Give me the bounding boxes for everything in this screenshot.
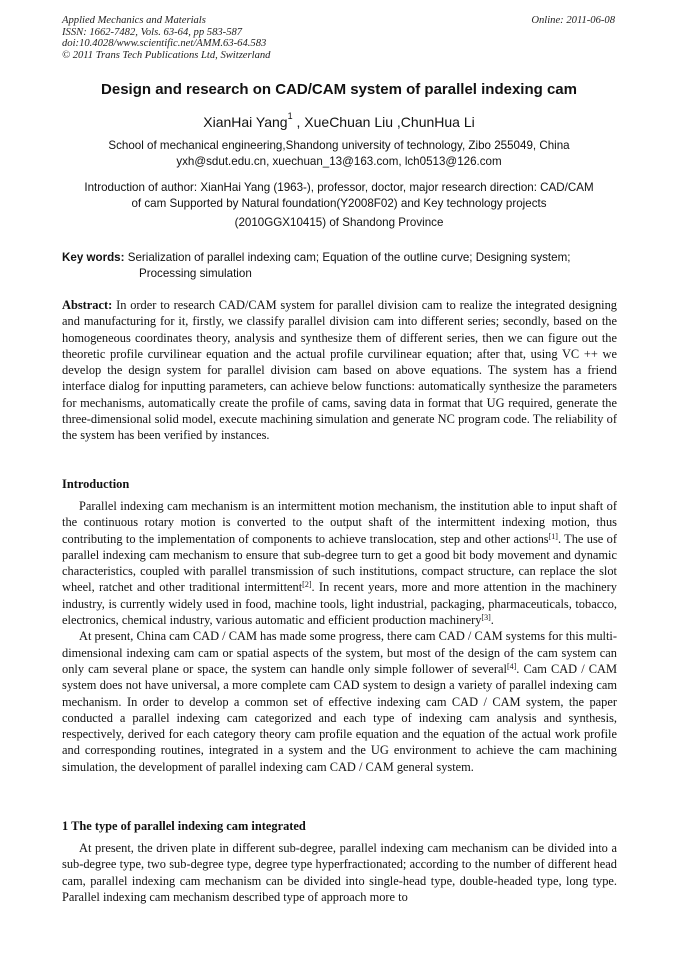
copyright-line: © 2011 Trans Tech Publications Ltd, Switzerland	[62, 49, 271, 61]
intro-paragraph-2: At present, China cam CAD / CAM has made some progress, there cam CAD / CAM systems for this multi-dimensional indexing cam cam or spatial aspects of the system, but most of the design of the cam system can only cam several plane or space, the system can handle only simple follower of several[4]. Cam CAD / CAM system does not have universal, a more complete cam CAD system to design a variety of parallel indexing cam mechanism. In order to develop a common set of effective indexing cam CAD / CAM system, the paper conducted a parallel indexing cam categorized and each type of indexing cam analysis and synthesis, respectively, derived for each category theory cam profile equation and the equation of the actual work profile and corresponding routines, integrated in a system and the UG environment to achieve the cam machining simulation, the development of parallel indexing cam CAD / CAM general system.	[62, 629, 617, 774]
other-authors: , XueChuan Liu ,ChunHua Li	[292, 114, 475, 130]
keywords-line-2: Processing simulation	[139, 267, 252, 280]
citation-4: [4]	[506, 661, 517, 671]
keywords-label: Key words:	[62, 251, 125, 264]
introduction-body	[62, 498, 617, 775]
intro-paragraph-1: Parallel indexing cam mechanism is an intermittent motion mechanism, the institution able to input shaft of the continuous rotary motion is converted to the output shaft of the intermittent indexing motion, thus contributing to the implementation of components to achieve translocation, step and other actions[1]. The use of parallel indexing cam mechanism to ensure that sub-degree turn to get a good bit body movement and dynamic characteristics, coupled with parallel transmission of such institutions, compact structure, can replace the slot wheel, ratchet and other traditional intermittent[2]. In recent years, more and more attention in the machinery industry, is currently widely used in food, machine tools, light industrial, packaging, pharmaceuticals, tobacco, electronics, chemical industry, various automatic and efficient production machinery[3].	[62, 499, 617, 628]
journal-header	[62, 15, 270, 61]
affiliation	[0, 138, 678, 170]
author-intro-line-1: Introduction of author: XianHai Yang (1963-), professor, doctor, major research direction: CAD/CAM	[84, 181, 594, 194]
email-line: yxh@sdut.edu.cn, xuechuan_13@163.com, lch0513@126.com	[176, 155, 502, 168]
online-date: Online: 2011-06-08	[531, 15, 615, 26]
abstract	[62, 297, 617, 444]
affiliation-line: School of mechanical engineering,Shandong university of technology, Zibo 255049, China	[108, 139, 570, 152]
abstract-text: In order to research CAD/CAM system for parallel division cam to realize the integrated designing and manufacturing for it, firstly, we classify parallel division cam into different series; secondly, based on the homogeneous coordinates theory, analysis and synthesize them of different series, then we can figure out the theoretic profile curvilinear equation and the actual profile curvilinear equation; after that, using VC ++ we develop the design system for parallel division cam based on above equations. The system has a friend interface dialog for inputting parameters, can achieve below functions: automatically synthesize the parameters for mechanisms, automatically create the profile of cams, saving data in format that UG required, generate the three-dimensional solid model, execute machining simulation and generate NC program code. The reliability of the system has been verified by instances.	[62, 298, 617, 443]
author-intro-line-2: of cam Supported by Natural foundation(Y2008F02) and Key technology projects	[131, 197, 547, 210]
author-intro-line-3: (2010GGX10415) of Shandong Province	[234, 216, 444, 229]
author-1: XianHai Yang	[203, 114, 288, 130]
paper-title: Design and research on CAD/CAM system of parallel indexing cam	[101, 81, 577, 98]
section-1-body	[62, 840, 617, 905]
author-1-affil-mark: 1	[287, 111, 293, 121]
issn-line: ISSN: 1662-7482, Vols. 63-64, pp 583-587	[62, 26, 243, 38]
citation-2: [2]	[302, 580, 312, 590]
introduction-heading: Introduction	[62, 477, 130, 491]
abstract-label: Abstract:	[62, 298, 113, 312]
author-introduction	[0, 180, 678, 231]
keywords-line-1: Serialization of parallel indexing cam; Equation of the outline curve; Designing system;	[127, 251, 571, 264]
section-1-heading: 1 The type of parallel indexing cam integrated	[62, 819, 306, 833]
section-1-paragraph-1: At present, the driven plate in different sub-degree, parallel indexing cam mechanism can be divided into a sub-degree type, two sub-degree type, degree type hyperfractionated; according to the number of different head cam, parallel indexing cam mechanism can be divided into single-head type, double-headed type, long type. Parallel indexing cam mechanism described type of approach more to	[62, 841, 617, 904]
citation-3: [3]	[481, 613, 491, 623]
journal-name: Applied Mechanics and Materials	[62, 15, 206, 26]
keywords	[62, 250, 618, 282]
citation-1: [1]	[548, 531, 558, 541]
author-list	[0, 111, 678, 130]
doi-line: doi:10.4028/www.scientific.net/AMM.63-64.583	[62, 38, 267, 50]
